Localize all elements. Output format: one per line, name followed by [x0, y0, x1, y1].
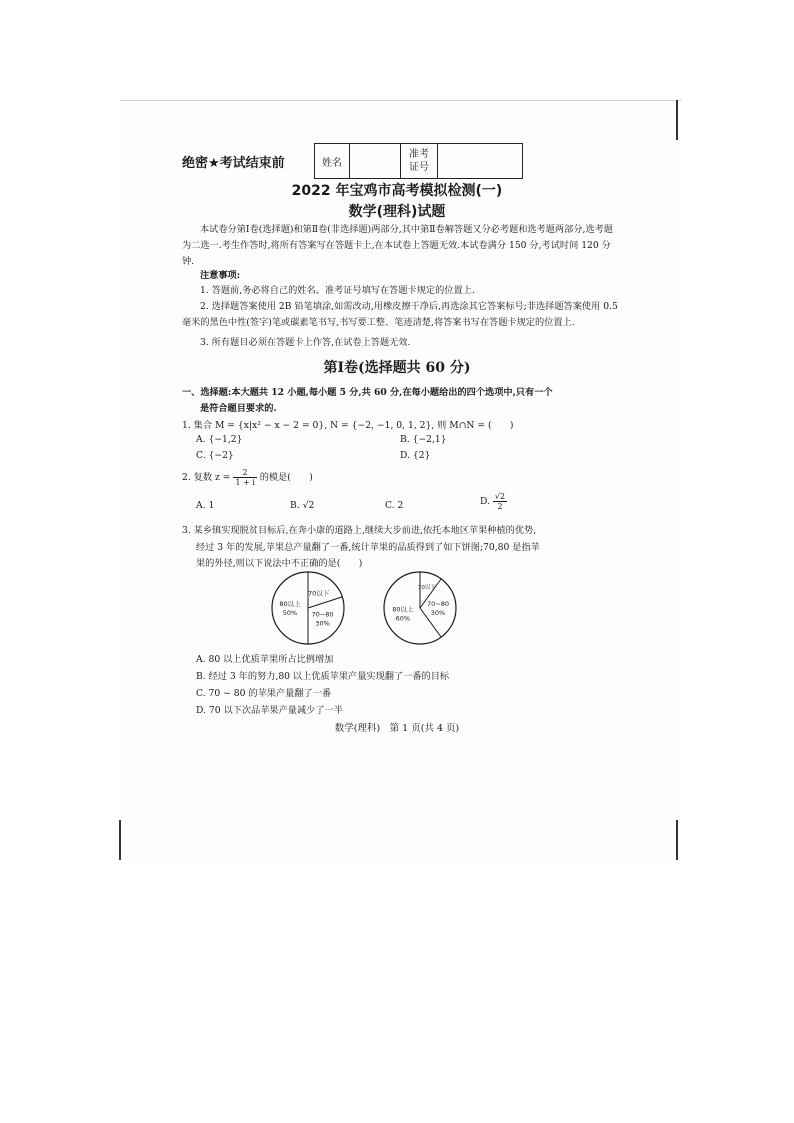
q2-option-b[interactable]: B. √2 — [290, 500, 315, 511]
notice-item-2: 2. 选择题答案使用 2B 铅笔填涂,如需改动,用橡皮擦干净后,再选涂其它答案标号;非选择题答案使用 0.5 毫米的黑色中性(签字)笔或碳素笔书写,书写要工整、笔迹清楚,将答案书写在答题卡规定的位置上. — [182, 301, 618, 328]
q3-stem-line3: 果的外径,则以下说法中不正确的是( ) — [196, 558, 363, 569]
exam-subtitle: 数学(理科)试题 — [348, 204, 446, 220]
q3-option-b[interactable]: B. 经过 3 年的努力,80 以上优质苹果产量实现翻了一番的目标 — [196, 671, 450, 682]
pie-slice-value: 60% — [395, 614, 411, 623]
pie-slice-value: 50% — [282, 609, 298, 617]
q2-option-a[interactable]: A. 1 — [196, 500, 215, 511]
q2-option-c[interactable]: C. 2 — [385, 500, 404, 511]
notice-item-1: 1. 答题前,务必将自己的姓名、准考证号填写在答题卡规定的位置上. — [200, 285, 475, 296]
pie-charts — [270, 568, 490, 650]
page-corner-mark — [119, 820, 121, 860]
name-label: 姓名 — [315, 144, 350, 179]
section-instruction: 一、选择题:本大题共 12 小题,每小题 5 分,共 60 分,在每小题给出的四个选项中,只有一个 — [182, 387, 553, 398]
section-instruction-cont: 是符合题目要求的. — [200, 403, 277, 414]
q3-stem-line2: 经过 3 年的发展,苹果总产量翻了一番,统计苹果的品质得到了如下饼图;70,80 是指苹 — [196, 542, 540, 553]
page-footer: 数学(理科) 第 1 页(共 4 页) — [334, 723, 460, 734]
page-corner-mark — [676, 100, 678, 140]
pie-slice-boundary — [308, 597, 342, 608]
pie-slice-label: 70~80 — [311, 610, 334, 619]
id-label: 准考 证号 — [401, 144, 438, 179]
notice-item-3: 3. 所有题目必须在答题卡上作答,在试卷上答题无效. — [200, 337, 411, 348]
pie-slice-label: 70~80 — [427, 600, 449, 608]
exam-title: 2022 年宝鸡市高考模拟检测(一) — [291, 183, 503, 199]
q3-stem-line1: 3. 某乡镇实现脱贫目标后,在奔小康的道路上,继续大步前进,依托本地区苹果种植的优势, — [182, 525, 537, 536]
pie-slice-label: 70以下 — [417, 584, 436, 591]
confidential-label: 绝密★考试结束前 — [182, 156, 285, 171]
q3-option-d[interactable]: D. 70 以下次品苹果产量减少了一半 — [196, 705, 343, 716]
q1-option-a[interactable]: A. {−1,2} — [196, 434, 243, 445]
q1-option-d[interactable]: D. {2} — [400, 450, 431, 461]
name-field[interactable] — [350, 144, 401, 179]
section-title: 第Ⅰ卷(选择题共 60 分) — [323, 360, 471, 376]
pie-slice-value: 30% — [430, 609, 446, 617]
q2-option-d[interactable]: D. $\frac{√2}{2}$ — [480, 492, 506, 511]
pie-slice-label: 70以下 — [307, 589, 330, 598]
q2-fraction: $\frac{2}{1 + i}$ — [235, 468, 255, 487]
q1-option-c[interactable]: C. {−2} — [196, 450, 234, 461]
q3-option-a[interactable]: A. 80 以上优质苹果所占比例增加 — [196, 654, 334, 665]
page-edge — [120, 100, 682, 101]
candidate-info-table — [314, 143, 523, 179]
q1-option-b[interactable]: B. {−2,1} — [400, 434, 447, 445]
q1-stem: 1. 集合 M = {x|x² − x − 2 = 0}, N = {−2, −1, 0, 1, 2}, 则 M∩N = ( ) — [182, 420, 514, 431]
notice-title: 注意事项: — [200, 270, 241, 281]
pie-slice-label: 80以上 — [279, 600, 301, 608]
pie-slice-label: 80以上 — [392, 605, 414, 614]
intro-paragraph: 本试卷分第Ⅰ卷(选择题)和第Ⅱ卷(非选择题)两部分,其中第Ⅱ卷解答题又分必考题和选考题两部分,选考题为二选一.考生作答时,将所有答案写在答题卡上,在本试卷上答题无效.本试卷满分 150 分,考试时间 120 分钟. — [182, 224, 613, 267]
page-corner-mark — [676, 820, 678, 860]
id-field[interactable] — [438, 144, 523, 179]
q3-option-c[interactable]: C. 70 ~ 80 的苹果产量翻了一番 — [196, 688, 332, 699]
q2-stem: 2. 复数 z = $\frac{2}{1 + i}$ 的模是( ) — [182, 468, 313, 487]
pie-slice-value: 30% — [315, 619, 330, 628]
